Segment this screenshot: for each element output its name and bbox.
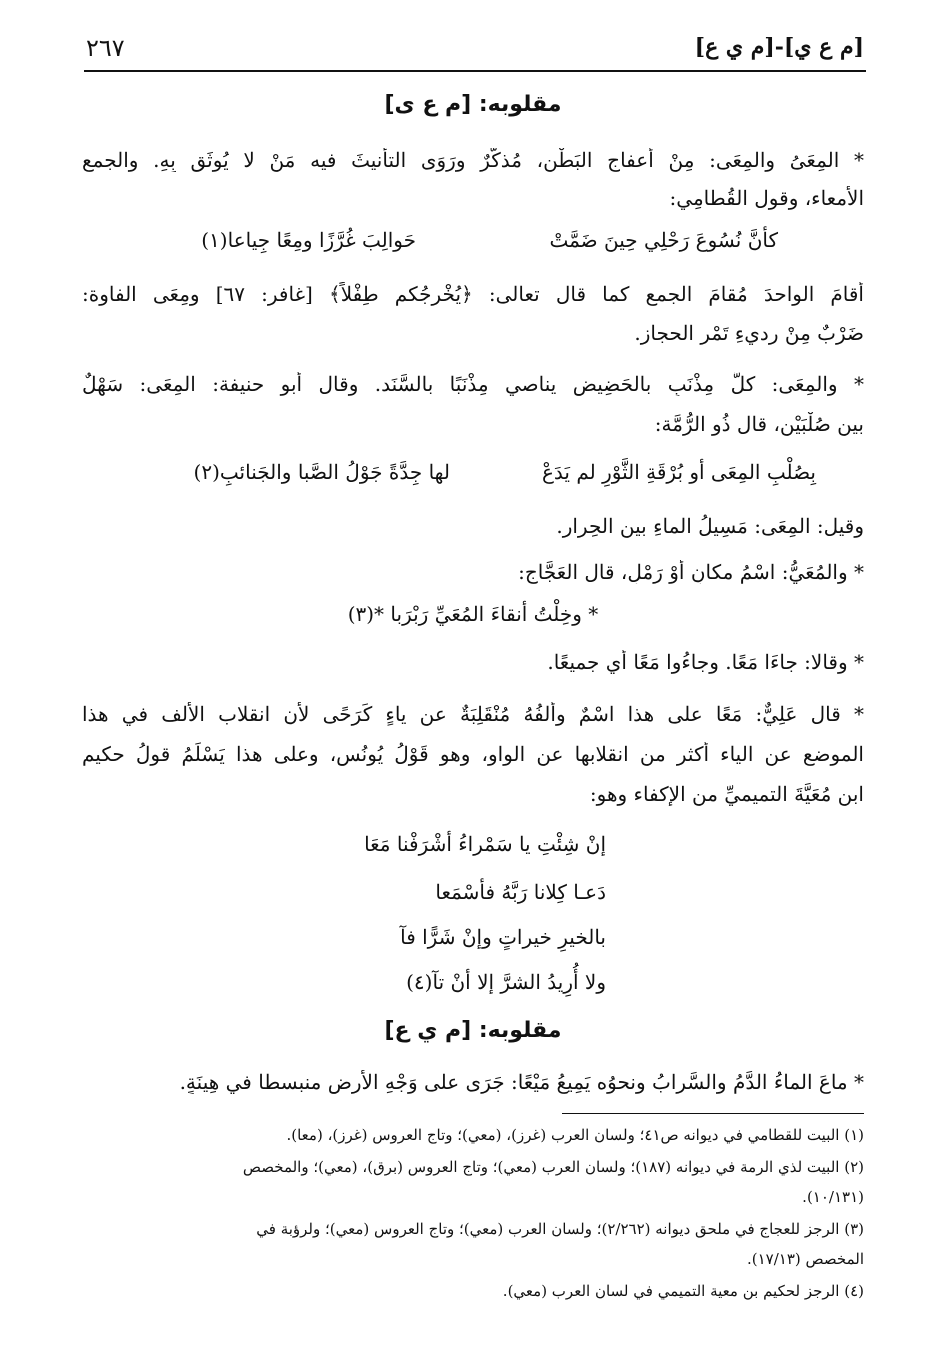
paragraph-4: وقيل: المِعَى: مَسِيلُ الماءِ بين الحِرارِ.: [556, 514, 864, 538]
verse-1-second-hemistich: حَوالِبَ غُرَّزًا ومِعًا جِياعا(١): [201, 228, 416, 252]
footnote-1: (١) البيت للقطامي في ديوانه ص٤١؛ ولسان العرب (غرز)، (معي)؛ وتاج العروس (غرز)، (معا).: [286, 1126, 864, 1144]
footnote-2-line-1: (٢) البيت لذي الرمة في ديوانه (١٨٧)؛ ولسان العرب (معي)؛ وتاج العروس (برق)، (معي)؛ والمخصص: [242, 1158, 864, 1176]
paragraph-8: * ماعَ الماءُ الدَّمُ والسَّرابُ ونحوُه يَمِيعُ مَيْعًا: جَرَى على وَجْهِ الأرضِ منبسطا في هِينَةٍ.: [179, 1070, 864, 1094]
footnote-3-line-2: المخصص (١٧/١٣).: [746, 1250, 864, 1268]
running-title: [م ع ي]-[م ي ع]: [694, 34, 864, 60]
verse-4-line-2: دَعـا كِلانا رَبَّهُ فأسْمَعا: [435, 880, 606, 904]
section-heading-2: مقلوبه: [م ي ع]: [384, 1018, 562, 1043]
paragraph-5: * والمُعَيُّ: اسْمُ مكانٍ أوْ رَمْلٍ، قال العَجَّاج:: [518, 560, 864, 584]
verse-2-second-hemistich: لها جِدَّةً جَوْلُ الصَّبا والجَنائبِ(٢): [193, 460, 450, 484]
paragraph-1-line-2: الأمعاء، وقول القُطامِي:: [669, 186, 864, 210]
verse-1-first-hemistich: كأنَّ نُسُوعَ رَحْلِي حِينَ ضَمَّتْ: [549, 228, 778, 252]
verse-3: * وخِلْتُ أنقاءَ المُعَيِّ رَبْرَبا *(٣): [347, 602, 599, 626]
footnote-2-line-2: (١٠/١٣١).: [802, 1188, 864, 1206]
paragraph-3-line-1: * والمِعَى: كلُّ مِذْنَبٍ بالحَضِيضِ يناصي مِذْنَبًا بالسَّنَد. وقال أبو حنيفة: المِعَى: سَهْلٌ: [82, 372, 864, 396]
paragraph-2-line-1: أقامَ الواحدَ مُقامَ الجمع كما قال تعالى: ﴿يُخْرِجُكم طِفْلاً﴾ [غافر: ٦٧] ومِعَى الفاوة:: [82, 282, 864, 306]
verse-2-first-hemistich: بِصُلْبِ المِعَى أو بُرْقَةِ الثَّوْرِ لم يَدَعْ: [541, 460, 816, 484]
section-heading-1: مقلوبه: [م ع ى]: [384, 92, 562, 117]
paragraph-7-line-1: * قال عَلِيٌّ: مَعًا على هذا اسْمٌ وألفُهُ مُنْقَلِبَةٌ عن ياءٍ كَرَحًى لأن انقلاب الألف في هذا: [82, 702, 864, 726]
paragraph-7-line-3: ابنِ مُعَيَّةَ التميميِّ من الإكفاء وهو:: [589, 782, 864, 806]
paragraph-1-line-1: * المِعَىُ والمِعَى: مِنْ أعفاجِ البَطْنِ، مُذكَّرٌ ورَوَى التأنيثَ فيه مَنْ لا يُوثَق بِهِ. والجمع: [82, 148, 864, 172]
footnote-3-line-1: (٣) الرجز للعجاج في ملحق ديوانه (٢/٢٦٢)؛ ولسان العرب (معي)؛ وتاج العروس (معي)؛ ولرؤبة في: [256, 1220, 864, 1238]
header-rule: [84, 70, 866, 72]
footnote-4: (٤) الرجز لحكيم بن معية التميمي في لسان العرب (معي).: [502, 1282, 864, 1300]
page-number: ٢٦٧: [86, 34, 125, 62]
paragraph-7-line-2: الموضع عن الياء أكثر من انقلابها عن الواو، وهو قَوْلُ يُونُس، وعلى هذا يَسْلَمُ قولُ حكيم: [82, 742, 864, 766]
paragraph-3-line-2: بين صُلْبَيْن، قال ذُو الرُّمَّة:: [654, 412, 864, 436]
verse-4-line-4: ولا أُرِيدُ الشرَّ إلا أنْ تآ(٤): [406, 970, 606, 994]
verse-4-line-3: بالخيرِ خيراتٍ وإنْ شَرًّا فآ: [400, 925, 606, 949]
footnote-rule: [562, 1113, 864, 1114]
verse-4-line-1: إنْ شِئْتِ يا سَمْراءُ أشْرَفْنا مَعَا: [364, 832, 606, 856]
paragraph-2-line-2: ضَرْبٌ مِنْ رديءِ تَمْرِ الحجاز.: [634, 321, 864, 345]
paragraph-6: * وقالا: جاءَا مَعًا. وجاءُوا مَعًا أي جميعًا.: [547, 650, 864, 674]
